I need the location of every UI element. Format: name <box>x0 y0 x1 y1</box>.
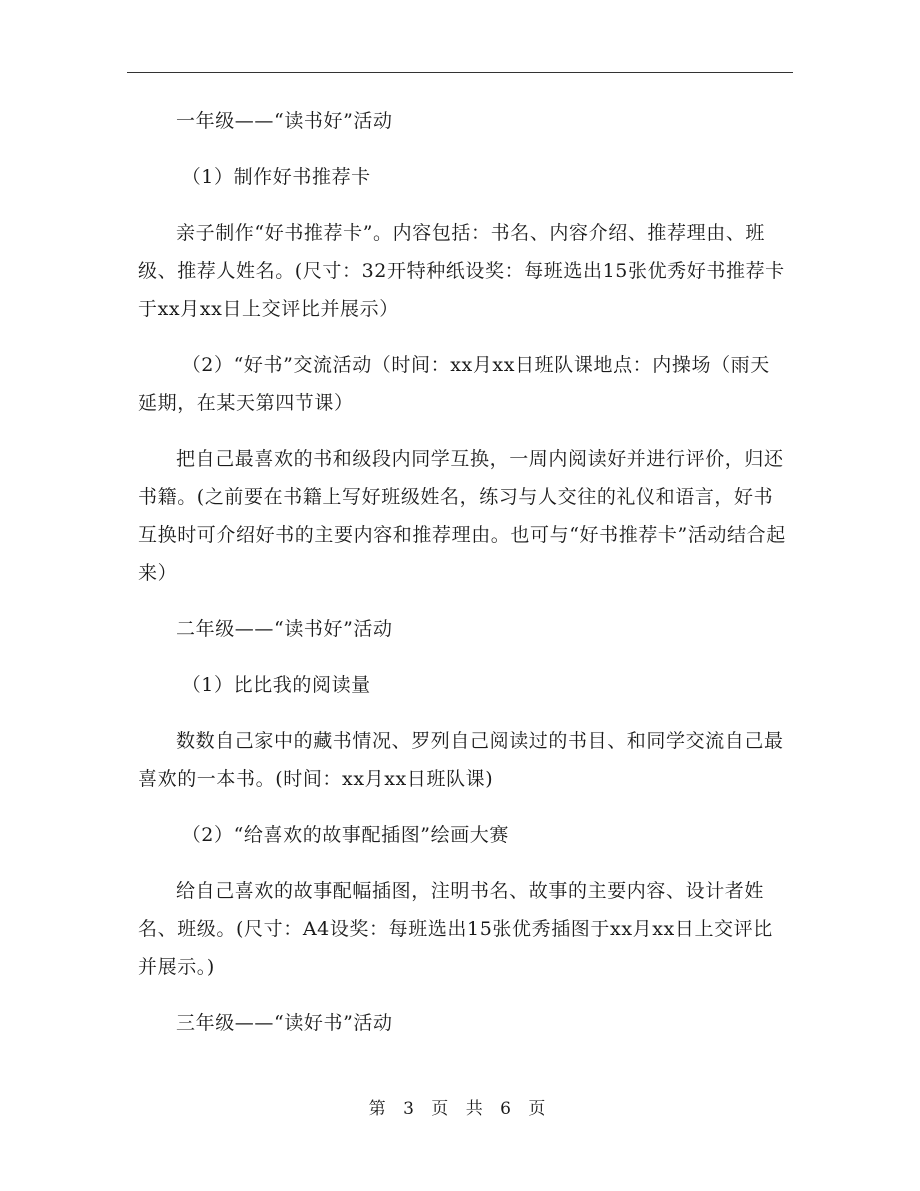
subheading-recommend-card: （1）制作好书推荐卡 <box>181 166 371 188</box>
paragraph-recommend-card: 亲子制作“好书推荐卡”。内容包括：书名、内容介绍、推荐理由、班级、推荐人姓名。(尺寸：32开特种纸设奖：每班选出15张优秀好书推荐卡于xx月xx日上交评比并展示） <box>138 222 785 320</box>
subheading-illustration-contest: （2）“给喜欢的故事配插图”绘画大赛 <box>181 824 510 846</box>
paragraph-illustration-contest: 给自己喜欢的故事配幅插图，注明书名、故事的主要内容、设计者姓名、班级。(尺寸：A4设奖：每班选出15张优秀插图于xx月xx日上交评比并展示。) <box>138 880 773 978</box>
paragraph-book-exchange: 把自己最喜欢的书和级段内同学互换，一周内阅读好并进行评价，归还书籍。(之前要在书籍上写好班级姓名，练习与人交往的礼仪和语言，好书互换时可介绍好书的主要内容和推荐理由。也可与“好书推荐卡”活动结合起来） <box>138 448 786 584</box>
paragraph-reading-amount: 数数自己家中的藏书情况、罗列自己阅读过的书目、和同学交流自己最喜欢的一本书。(时间：xx月xx日班队课) <box>138 730 784 790</box>
section-heading-grade-3: 三年级——“读好书”活动 <box>176 1012 393 1034</box>
subheading-book-exchange: （2）“好书”交流活动（时间：xx月xx日班队课地点：内操场（雨天延期，在某天第四节课） <box>138 354 770 414</box>
section-heading-grade-2: 二年级——“读书好”活动 <box>176 618 393 640</box>
header-rule <box>127 72 793 73</box>
subheading-reading-amount: （1）比比我的阅读量 <box>181 674 371 696</box>
page-number: 第 3 页 共 6 页 <box>368 1099 552 1119</box>
section-heading-grade-1: 一年级——“读书好”活动 <box>176 110 393 132</box>
document-body <box>138 102 788 1060</box>
